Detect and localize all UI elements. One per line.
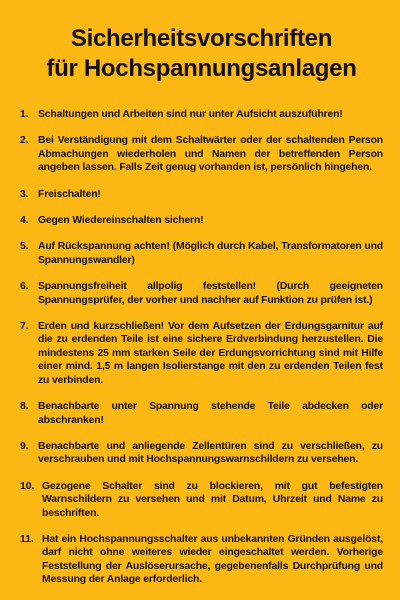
rule-item (20, 533, 383, 587)
rule-text: Bei Verständigung mit dem Schaltwärter oder der schaltenden Person Abmachungen wiederholen und Namen der betreffenden Person angeben lassen. Falls Zeit genug vorhanden ist, persönlich hingehen. (38, 135, 383, 174)
rule-number: 5. (20, 241, 29, 253)
rule-item (20, 188, 383, 201)
rule-item (20, 214, 383, 227)
rule-text: Erden und kurzschließen! Vor dem Aufsetzen der Erdungsgarnitur auf die zu erdenden Teile ist eine sichere Erdverbindung herzustellen. Die mindestens 25 mm starken Seile der Erdungsvorrichtung sind mit Hilfe einer mind. 1,5 m langen Isolierstange mit den zu erdenden Teilen fest zu verbinden. (38, 321, 383, 386)
rule-item (20, 440, 383, 467)
rule-text: Benachbarte und anliegende Zellentüren sind zu verschließen, zu verschrauben und mit Hochspannungswarnschildern zu versehen. (38, 440, 383, 466)
rule-text: Auf Rückspannung achten! (Möglich durch Kabel, Transformatoren und Spannungswandler) (38, 241, 383, 266)
sign-title-line-1: Sicherheitsvorschriften (70, 25, 333, 52)
rule-number: 9. (20, 440, 29, 452)
rule-number: 6. (20, 281, 29, 293)
rule-item (20, 400, 383, 427)
rule-number: 7. (20, 321, 29, 333)
rules-list (20, 108, 383, 587)
rule-text: Gegen Wiedereinschalten sichern! (38, 215, 204, 227)
rule-text: Freischalten! (38, 188, 101, 200)
rule-item (20, 320, 383, 387)
rule-text: Benachbarte unter Spannung stehende Teile abdecken oder abschranken! (38, 401, 383, 426)
rule-item (20, 480, 383, 520)
rule-text: Schaltungen und Arbeiten sind nur unter Aufsicht auszuführen! (38, 109, 343, 120)
rule-item (20, 280, 383, 307)
sign-title (20, 24, 383, 84)
rule-number: 1. (20, 109, 29, 120)
rule-number: 11. (20, 533, 34, 545)
rule-item (20, 240, 383, 267)
sign-title-line-2: für Hochspannungsanlagen (46, 55, 357, 82)
rule-number: 2. (20, 135, 29, 147)
rule-number: 4. (20, 215, 29, 227)
rule-number: 3. (20, 188, 29, 200)
rule-item (20, 108, 383, 121)
rule-text: Hat ein Hochspannungsschalter aus unbekannten Gründen ausgelöst, darf nicht ohne weiteres wieder eingeschaltet werden. Vorherige Feststellung der Auslöserursache, gegebenenfalls Durchprüfung und Messung der Anlage erforderlich. (42, 533, 383, 586)
rule-item (20, 134, 383, 174)
rule-number: 8. (20, 401, 29, 413)
rule-text: Gezogene Schalter sind zu blockieren, mit gut befestigten Warnschildern zu versehen und mit Datum, Uhrzeit und Name zu beschriften. (42, 480, 383, 519)
rule-number: 10. (20, 480, 35, 492)
rule-text: Spannungsfreiheit allpolig feststellen! (Durch geeigneten Spannungsprüfer, der vorher und nachher auf Funktion zu prüfen ist.) (38, 281, 383, 306)
